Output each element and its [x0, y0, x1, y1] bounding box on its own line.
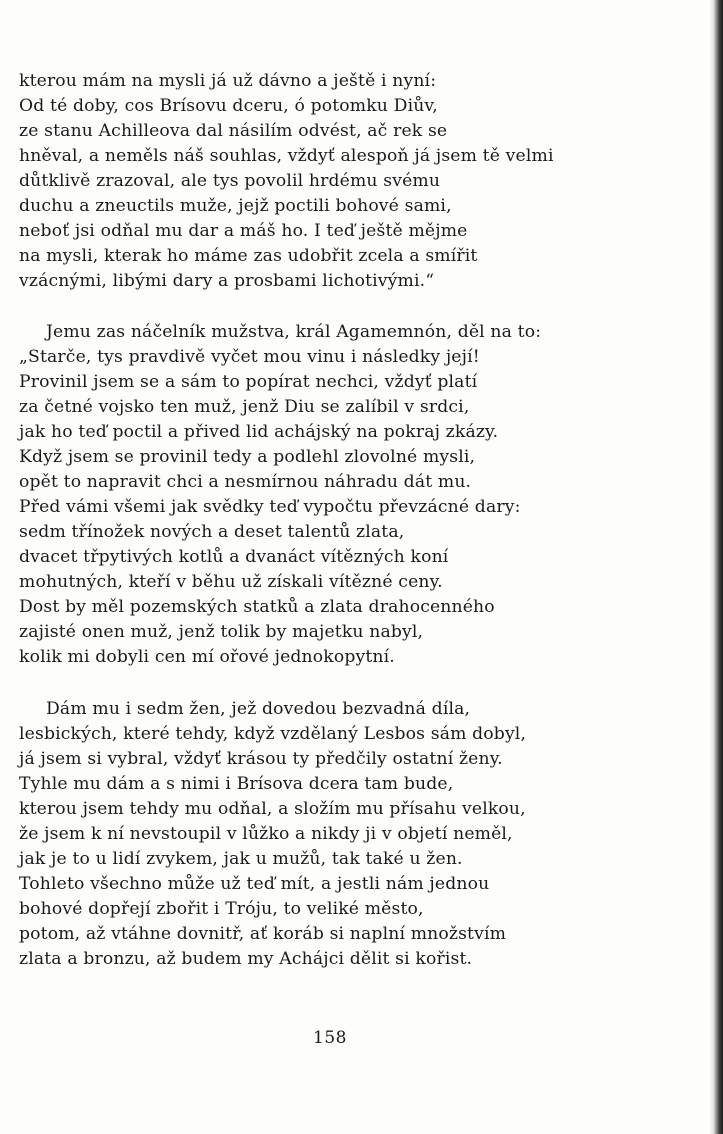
text-line: Provinil jsem se a sám to popírat nechci, vždyť platí [19, 372, 478, 392]
page-edge-shadow [709, 0, 723, 1134]
text-line: kterou mám na mysli já už dávno a ještě i nyní: [19, 71, 437, 91]
text-line: bohové dopřejí zbořit i Tróju, to veliké město, [19, 899, 424, 919]
text-line: opět to napravit chci a nesmírnou náhradu dát mu. [19, 472, 472, 492]
text-line: já jsem si vybral, vždyť krásou ty předčily ostatní ženy. [19, 749, 503, 769]
text-line: Dám mu i sedm žen, jež dovedou bezvadná díla, [46, 699, 471, 719]
text-line: za četné vojsko ten muž, jenž Diu se zalíbil v srdci, [19, 397, 470, 417]
text-line: zlata a bronzu, až budem my Achájci dělit si kořist. [19, 949, 473, 969]
text-line: „Starče, tys pravdivě vyčet mou vinu i následky její! [19, 347, 480, 367]
text-line: hněval, a neměls náš souhlas, vždyť alespoň já jsem tě velmi [19, 146, 554, 166]
text-line: Když jsem se provinil tedy a podlehl zlovolné mysli, [19, 447, 476, 467]
text-line: Dost by měl pozemských statků a zlata drahocenného [19, 597, 495, 617]
text-line: jak je to u lidí zvykem, jak u mužů, tak také u žen. [19, 849, 463, 869]
text-line: sedm třínožek nových a deset talentů zlata, [19, 522, 405, 542]
text-line: na mysli, kterak ho máme zas udobřit zcela a smířit [19, 246, 478, 266]
text-line: zajisté onen muž, jenž tolik by majetku nabyl, [19, 622, 424, 642]
text-line: dvacet třpytivých kotlů a dvanáct vítězných koní [19, 547, 449, 567]
text-line: kolik mi dobyli cen mí ořové jednokopytní. [19, 647, 395, 667]
text-line: kterou jsem tehdy mu odňal, a složím mu přísahu velkou, [19, 799, 526, 819]
text-line: Od té doby, cos Brísovu dceru, ó potomku Diův, [19, 96, 438, 116]
text-line: Před vámi všemi jak svědky teď vypočtu převzácné dary: [19, 497, 521, 517]
text-line: že jsem k ní nevstoupil v lůžko a nikdy ji v objetí neměl, [19, 824, 513, 844]
text-line: ze stanu Achilleova dal násilím odvést, ač rek se [19, 121, 448, 141]
text-line: důtklivě zrazoval, ale tys povolil hrdému svému [19, 171, 441, 191]
text-line: Tohleto všechno může už teď mít, a jestli nám jednou [19, 874, 490, 894]
text-line: Jemu zas náčelník mužstva, král Agamemnón, děl na to: [46, 322, 542, 342]
text-line: lesbických, které tehdy, když vzdělaný Lesbos sám dobyl, [19, 724, 527, 744]
page-number: 158 [313, 1028, 347, 1048]
text-line: vzácnými, libými dary a prosbami lichotivými.“ [19, 271, 435, 291]
text-line: duchu a zneuctils muže, jejž poctili bohové sami, [19, 196, 452, 216]
text-line: jak ho teď poctil a přived lid achájský na pokraj zkázy. [19, 422, 499, 442]
text-line: neboť jsi odňal mu dar a máš ho. I teď ještě mějme [19, 221, 468, 241]
text-line: mohutných, kteří v běhu už získali vítězné ceny. [19, 572, 443, 592]
text-line: potom, až vtáhne dovnitř, ať koráb si naplní množstvím [19, 924, 507, 944]
text-line: Tyhle mu dám a s nimi i Brísova dcera tam bude, [19, 774, 454, 794]
